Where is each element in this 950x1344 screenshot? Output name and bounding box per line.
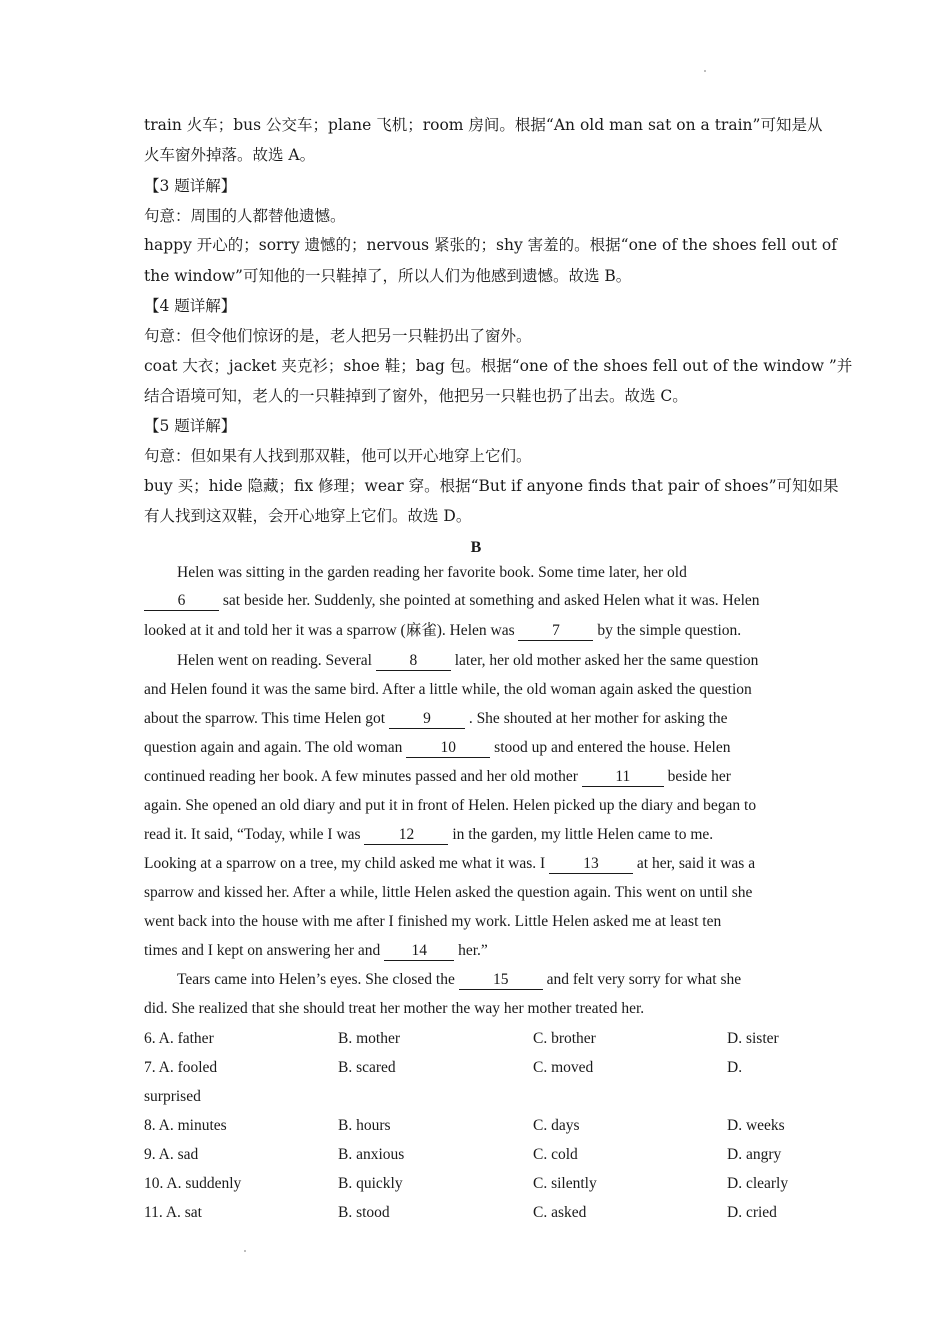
blank-9: 9	[389, 710, 465, 729]
blank-13: 13	[549, 855, 633, 874]
option-c: C. brother	[533, 1030, 596, 1047]
blank-7: 7	[518, 622, 593, 641]
option-a: 9. A. sad	[144, 1146, 199, 1163]
question-options-11	[144, 1198, 808, 1227]
option-c: C. asked	[533, 1204, 587, 1221]
option-a: 8. A. minutes	[144, 1117, 227, 1134]
option-d: D. sister	[727, 1030, 779, 1047]
scan-dot-top	[704, 70, 706, 72]
option-c: C. moved	[533, 1059, 594, 1076]
explanation-heading-5: 【5 题详解】	[144, 417, 237, 435]
option-d: D. angry	[727, 1146, 782, 1163]
option-d: D. clearly	[727, 1175, 789, 1192]
passage-line: and Helen found it was the same bird. After a little while, the old woman again asked the question	[144, 681, 752, 698]
option-b: B. scared	[338, 1059, 396, 1076]
question-options-9	[144, 1140, 808, 1169]
explanation-heading-3: 【3 题详解】	[144, 177, 237, 195]
option-d: D. weeks	[727, 1117, 785, 1134]
passage-line: Tears came into Helen’s eyes. She closed the 15 and felt very sorry for what she	[177, 971, 742, 988]
explanation-line: 有人找到这双鞋，会开心地穿上它们。故选 D。	[144, 507, 472, 525]
blank-6: 6	[144, 592, 219, 611]
passage-line: about the sparrow. This time Helen got 9 . She shouted at her mother for asking the	[144, 710, 728, 727]
option-b: B. mother	[338, 1030, 400, 1047]
question-options-7-continued	[144, 1082, 808, 1111]
blank-8: 8	[376, 652, 451, 671]
question-options-8	[144, 1111, 808, 1140]
passage-line: went back into the house with me after I finished my work. Little Helen asked me at least ten	[144, 913, 722, 930]
explanation-heading-4: 【4 题详解】	[144, 297, 237, 315]
scan-dot-bottom	[244, 1250, 246, 1252]
blank-10: 10	[406, 739, 490, 758]
passage-line: Helen was sitting in the garden reading her favorite book. Some time later, her old	[177, 564, 687, 581]
option-a: 10. A. suddenly	[144, 1175, 242, 1192]
explanation-line: train 火车；bus 公交车；plane 飞机；room 房间。根据“An old man sat on a train”可知是从	[144, 116, 823, 134]
explanation-line: 结合语境可知，老人的一只鞋掉到了窗外，他把另一只鞋也扔了出去。故选 C。	[144, 387, 688, 405]
passage-line: continued reading her book. A few minutes passed and her old mother 11 beside her	[144, 768, 731, 785]
option-d: D. cried	[727, 1204, 777, 1221]
passage-line: did. She realized that she should treat her mother the way her mother treated her.	[144, 1000, 645, 1017]
section-title: B	[470, 539, 482, 556]
question-options-6	[144, 1024, 808, 1053]
option-b: B. hours	[338, 1117, 391, 1134]
question-options-7	[144, 1053, 808, 1082]
option-b: B. stood	[338, 1204, 390, 1221]
option-c: C. silently	[533, 1175, 597, 1192]
option-d: D.	[727, 1059, 743, 1076]
explanation-line: buy 买；hide 隐藏；fix 修理；wear 穿。根据“But if anyone finds that pair of shoes”可知如果	[144, 477, 839, 495]
option-b: B. quickly	[338, 1175, 403, 1192]
question-options-10	[144, 1169, 808, 1198]
passage-line: question again and again. The old woman 10 stood up and entered the house. Helen	[144, 739, 731, 756]
option-d-continued: surprised	[144, 1088, 201, 1105]
blank-14: 14	[384, 942, 454, 961]
explanation-line: 火车窗外掉落。故选 A。	[144, 146, 316, 164]
passage-line: read it. It said, “Today, while I was 12 in the garden, my little Helen came to me.	[144, 826, 714, 843]
option-c: C. days	[533, 1117, 580, 1134]
passage-line: Looking at a sparrow on a tree, my child asked me what it was. I 13 at her, said it was a	[144, 855, 756, 872]
option-a: 7. A. fooled	[144, 1059, 218, 1076]
explanation-line: the window”可知他的一只鞋掉了，所以人们为他感到遗憾。故选 B。	[144, 267, 632, 285]
option-b: B. anxious	[338, 1146, 405, 1163]
option-a: 6. A. father	[144, 1030, 214, 1047]
explanation-line: coat 大衣；jacket 夹克衫；shoe 鞋；bag 包。根据“one of the shoes fell out of the window ”并	[144, 357, 853, 375]
passage-line: again. She opened an old diary and put it in front of Helen. Helen picked up the diary and began to	[144, 797, 757, 814]
explanation-line: 句意：但令他们惊讶的是，老人把另一只鞋扔出了窗外。	[144, 327, 532, 345]
explanation-line: 句意：但如果有人找到那双鞋，他可以开心地穿上它们。	[144, 447, 532, 465]
blank-12: 12	[364, 826, 448, 845]
explanation-line: happy 开心的；sorry 遗憾的；nervous 紧张的；shy 害羞的。根据“one of the shoes fell out of	[144, 236, 837, 254]
passage-line: 6 sat beside her. Suddenly, she pointed at something and asked Helen what it was. Helen	[144, 586, 808, 616]
passage-line: times and I kept on answering her and 14 her.”	[144, 942, 488, 959]
option-a: 11. A. sat	[144, 1204, 202, 1221]
explanation-line: 句意：周围的人都替他遗憾。	[144, 207, 346, 225]
passage-line: looked at it and told her it was a sparrow (麻雀). Helen was 7 by the simple question.	[144, 622, 742, 639]
option-c: C. cold	[533, 1146, 578, 1163]
passage-line: sparrow and kissed her. After a while, little Helen asked the question again. This went on until she	[144, 884, 753, 901]
passage-line: Helen went on reading. Several 8 later, her old mother asked her the same question	[177, 652, 759, 669]
blank-15: 15	[459, 971, 543, 990]
blank-11: 11	[582, 768, 664, 787]
